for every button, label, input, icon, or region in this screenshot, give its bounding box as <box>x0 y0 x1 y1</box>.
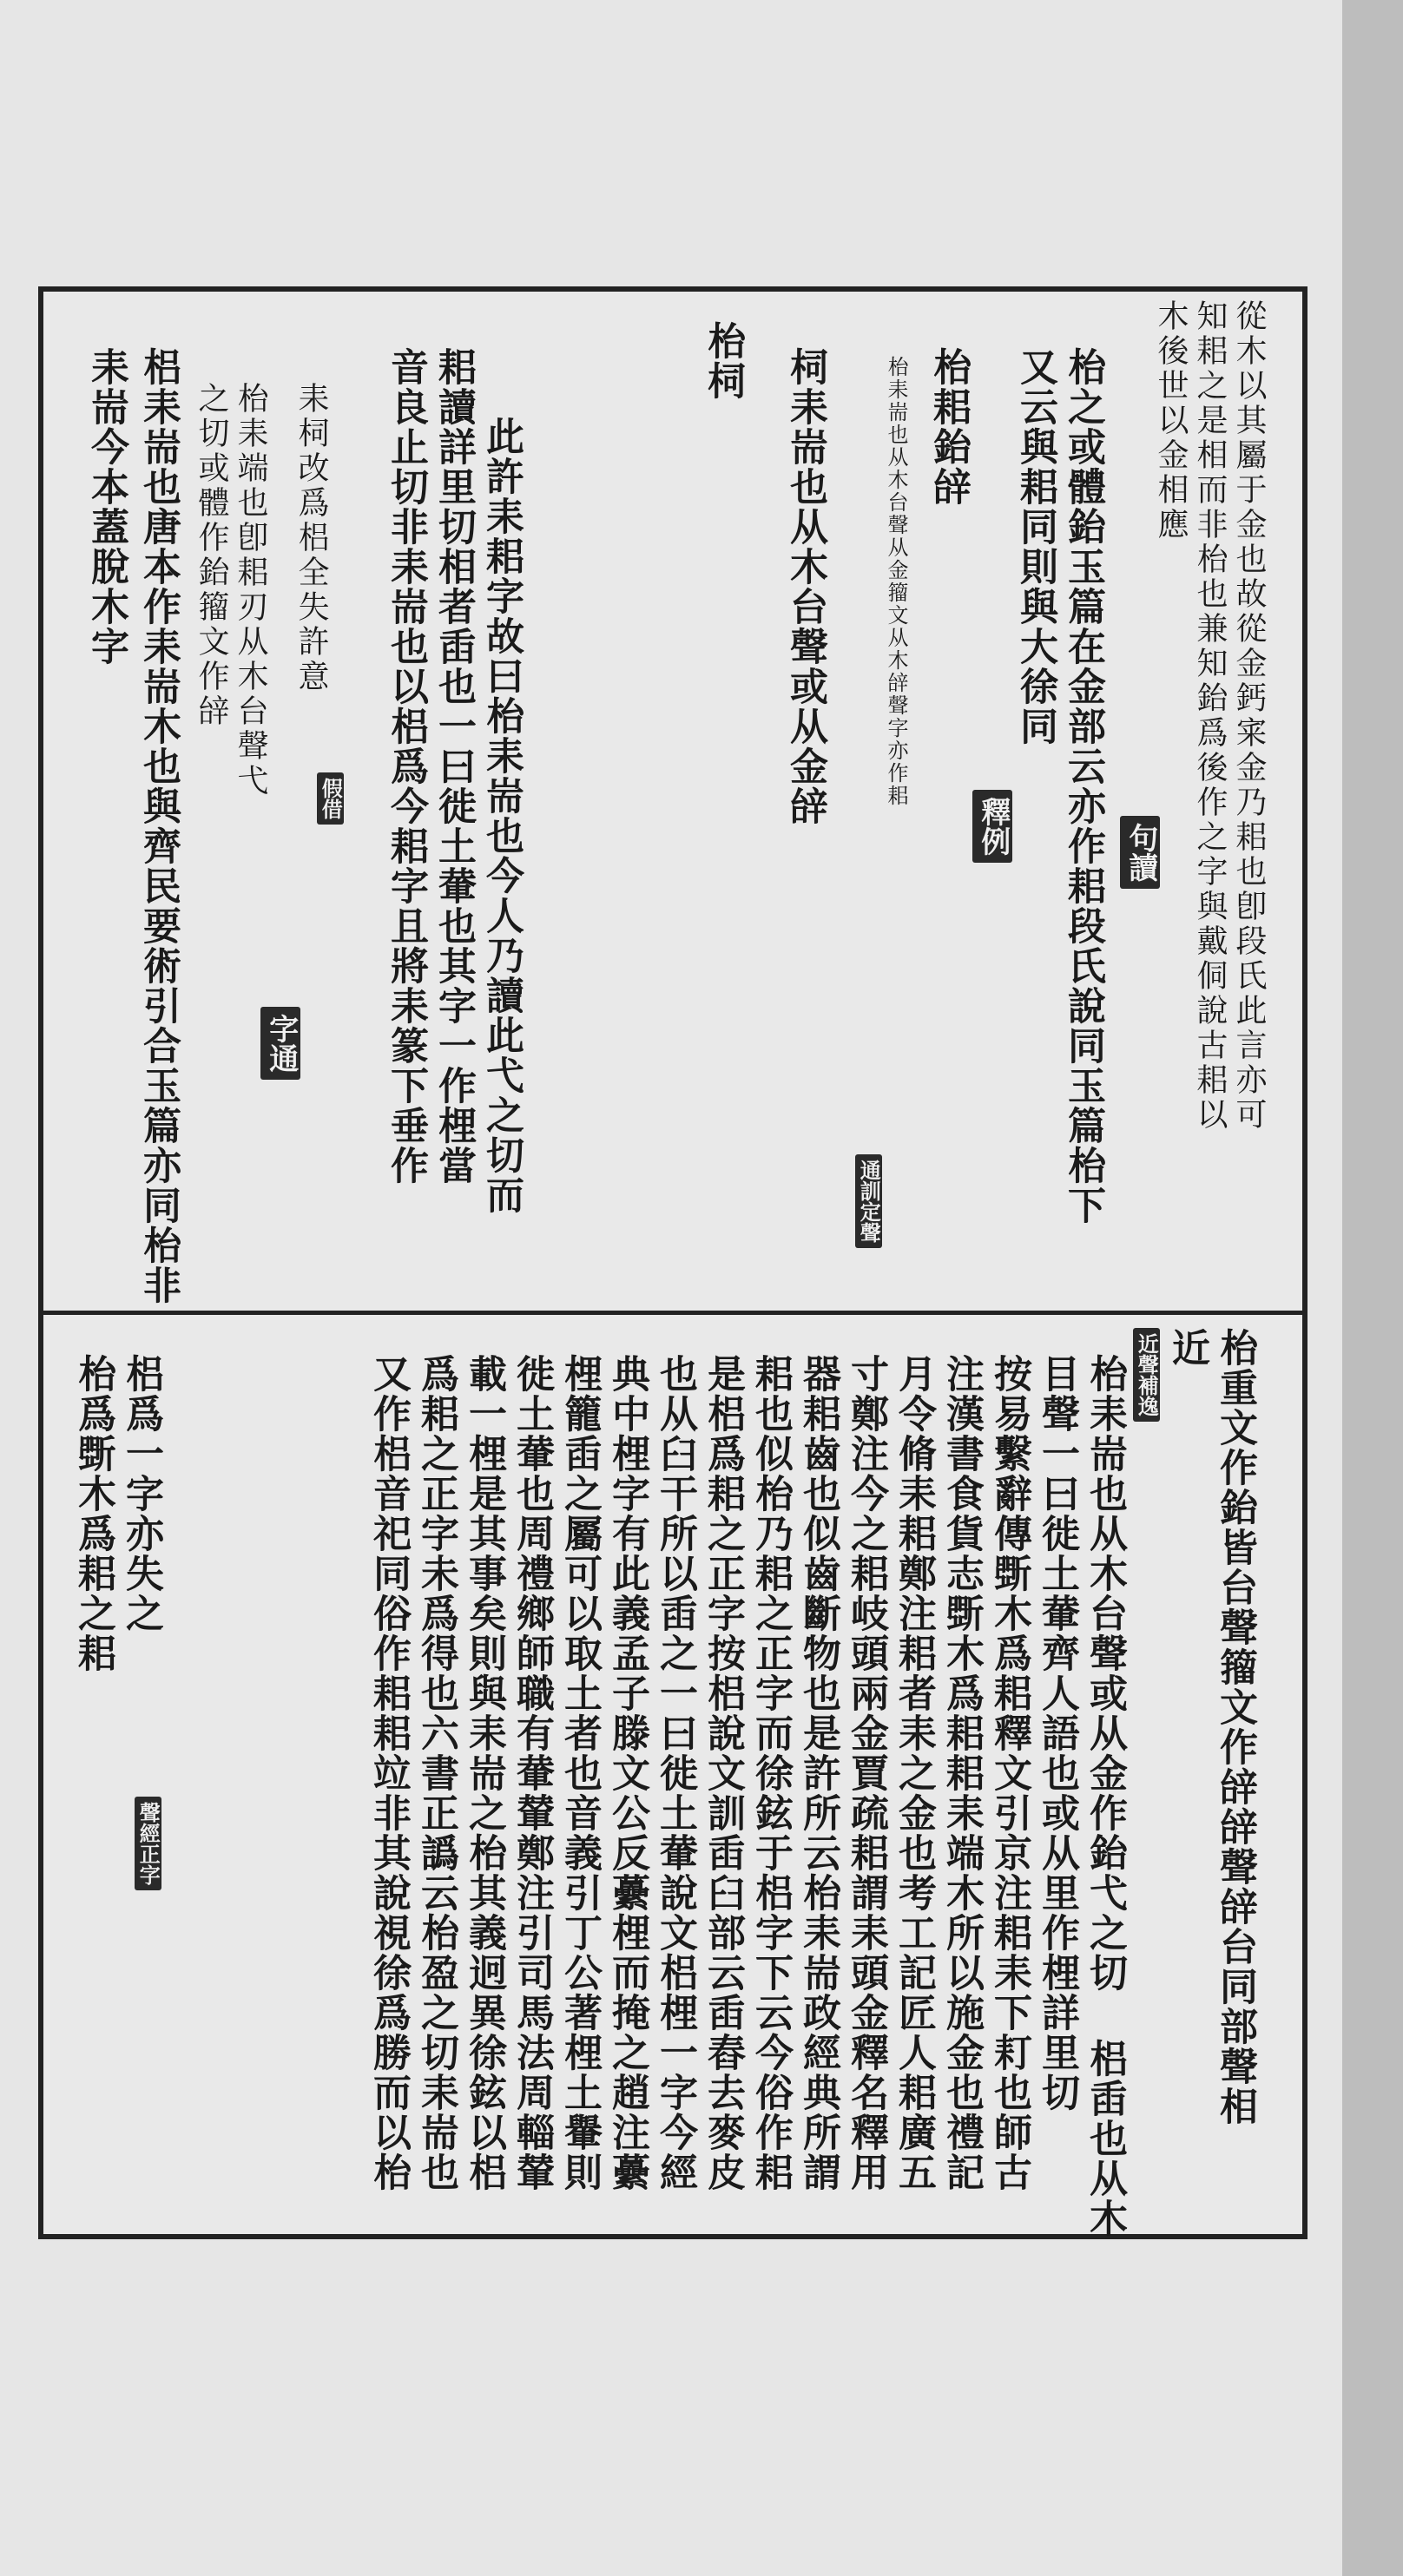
label-shengjing: 聲經正字 <box>135 1797 161 1890</box>
section-divider <box>38 1311 1307 1315</box>
upper-col-16: 梠耒耑也唐本作耒耑木也與齊民要術引合玉篇亦同枱非 <box>136 347 181 1305</box>
upper-col-7: 枱耒耑也从木台聲从金籀文从木辝聲字亦作耜 <box>884 356 908 807</box>
lower-col-9: 器耜齒也似齒斷物也是許所云枱耒耑政經典所謂 <box>796 1354 840 2192</box>
lower-col-17: 爲耜之正字未爲得也六書正譌云枱盈之切耒耑也 <box>414 1354 458 2192</box>
lower-col-18: 又作梠音祀同俗作耜耜竝非其說視徐爲勝而以枱 <box>366 1354 411 2192</box>
upper-col-9: 枱柌 <box>701 321 745 401</box>
label-zidai: 字通 <box>260 1007 300 1080</box>
label-daijie: 假借 <box>317 772 344 825</box>
upper-col-8: 柌耒耑也从木台聲或从金辝 <box>783 347 827 826</box>
lower-col-1: 枱重文作鈶皆台聲籀文作辝辝聲辝台同部聲相 <box>1213 1328 1257 2126</box>
lower-col-4: 目聲一曰徙土輂齊人語也或从里作梩詳里切 <box>1035 1354 1079 2113</box>
upper-col-10: 此許耒耜字故曰枱耒耑也今人乃讀此弋之切而 <box>479 417 524 1215</box>
upper-col-15: 之切或體作鈶籀文作辝 <box>194 382 229 729</box>
lower-col-2: 近 <box>1165 1328 1209 1368</box>
upper-col-1: 從木以其屬于金也故從金鈣宷金乃耜也卽段氏此言亦可 <box>1231 299 1267 1133</box>
lower-col-20: 枱爲斲木爲耜之耜 <box>71 1354 115 1673</box>
upper-col-12: 音良止切非耒耑也以梠爲今耜字且將耒篆下垂作 <box>384 347 428 1186</box>
upper-col-13: 耒柌改爲梠全失許意 <box>293 382 329 694</box>
lower-col-3: 枱耒耑也从木台聲或从金作鈶弋之切 梠臿也从木 <box>1083 1354 1127 2238</box>
upper-col-17: 耒耑今本蓋脫木字 <box>84 347 128 667</box>
upper-col-11: 耜讀詳里切相者臿也一曰徙土輂也其字一作梩當 <box>431 347 476 1186</box>
lower-col-13: 典中梩字有此義孟子滕文公反虆梩而掩之趙注虆 <box>605 1354 649 2192</box>
upper-col-6: 枱耜鈶辝 <box>926 347 971 507</box>
upper-col-14: 枱耒端也卽耜刃从木台聲弋 <box>233 382 268 798</box>
label-tongxun: 通訓定聲 <box>855 1154 882 1248</box>
lower-col-19: 梠爲一字亦失之 <box>119 1354 163 1633</box>
upper-col-4: 枱之或體鈶玉篇在金部云亦作耜段氏說同玉篇枱下 <box>1061 347 1105 1226</box>
lower-col-11: 是梠爲耜之正字按梠說文訓臿臼部云臿舂去麥皮 <box>701 1354 745 2192</box>
lower-col-5: 按易繫辭傳斲木爲耜釋文引京注耜耒下耓也師古 <box>987 1354 1031 2192</box>
book-spine <box>1342 0 1403 2576</box>
upper-col-5: 又云與耜同則與大徐同 <box>1013 347 1057 746</box>
lower-col-16: 載一梩是其事矣則與耒耑之枱其義迥異徐鉉以梠 <box>462 1354 506 2192</box>
upper-col-2: 知耜之是相而非枱也兼知鈶爲後作之字與戴侗說古耜以 <box>1192 299 1228 1133</box>
lower-col-6: 注漢書食貨志斲木爲耜耜耒端木所以施金也禮記 <box>939 1354 984 2192</box>
lower-col-8: 寸鄭注今之耜岐頭兩金賈疏耜謂耒頭金釋名釋用 <box>844 1354 888 2192</box>
upper-col-3: 木後世以金相應 <box>1153 299 1189 542</box>
lower-col-12: 也从臼干所以臿之一曰徙土輂說文梠梩一字今經 <box>653 1354 697 2192</box>
label-jinsheng: 近聲補逸 <box>1133 1328 1160 1422</box>
lower-col-14: 梩籠臿之屬可以取土者也音義引丁公著梩土轝則 <box>557 1354 602 2192</box>
lower-col-10: 耜也似枱乃耜之正字而徐鉉于梠字下云今俗作耜 <box>748 1354 793 2192</box>
label-shili: 釋例 <box>972 790 1012 863</box>
lower-col-15: 徙土輂也周禮鄉師職有輂輦鄭注引司馬法周輜輦 <box>510 1354 554 2192</box>
label-judu: 句讀 <box>1120 816 1160 889</box>
lower-col-7: 月令脩耒耜鄭注耜者耒之金也考工記匠人耜廣五 <box>892 1354 936 2192</box>
